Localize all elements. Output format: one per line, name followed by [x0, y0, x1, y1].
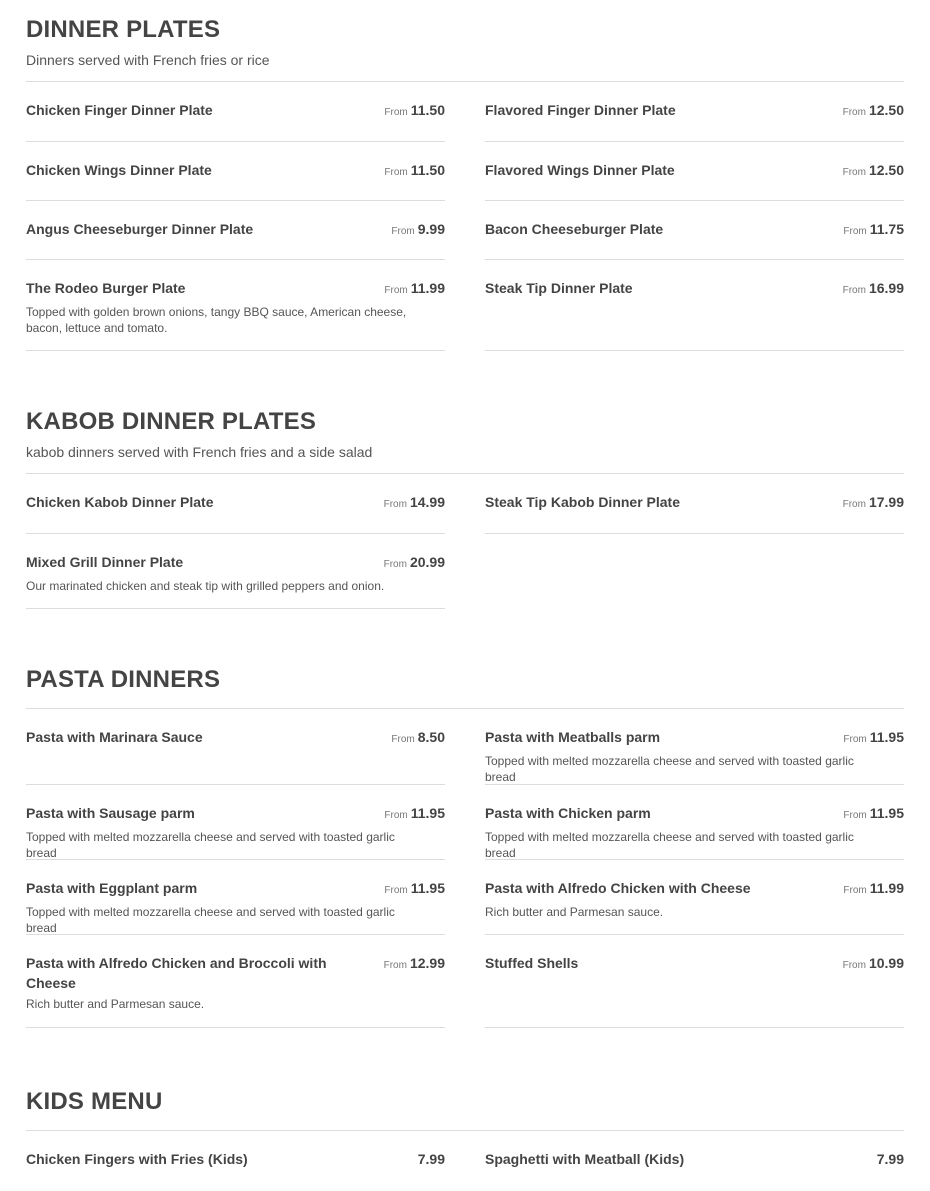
- item-name: Pasta with Alfredo Chicken with Cheese: [485, 880, 751, 896]
- section-kabob-dinner-plates: [26, 408, 904, 609]
- item-name: Pasta with Meatballs parm: [485, 729, 661, 745]
- price-from-label: From: [384, 167, 408, 178]
- item-name: Bacon Cheeseburger Plate: [485, 221, 664, 237]
- menu-item[interactable]: [26, 935, 445, 1028]
- price-amount: 12.50: [868, 102, 904, 118]
- menu-item[interactable]: [26, 1131, 445, 1191]
- item-name: The Rodeo Burger Plate: [26, 280, 186, 296]
- price-from-label: From: [384, 885, 408, 896]
- price-from-label: From: [842, 499, 866, 510]
- menu-item[interactable]: [485, 82, 904, 142]
- item-price: [384, 278, 445, 301]
- item-name: Angus Cheeseburger Dinner Plate: [26, 221, 254, 237]
- price-amount: 11.95: [410, 805, 445, 821]
- item-description: Topped with golden brown onions, tangy BBQ sauce, American cheese, bacon, lettuce and tomato.: [26, 305, 407, 335]
- menu-grid: [26, 82, 904, 351]
- menu-grid: [26, 1131, 904, 1191]
- price-amount: 17.99: [868, 494, 904, 510]
- item-name: Pasta with Marinara Sauce: [26, 729, 203, 745]
- price-amount: 11.95: [410, 880, 445, 896]
- item-description: Rich butter and Parmesan sauce.: [26, 997, 205, 1011]
- item-price: [384, 492, 445, 515]
- price-amount: 20.99: [409, 554, 445, 570]
- item-price: [843, 803, 904, 826]
- item-price: [843, 878, 904, 901]
- price-amount: 12.99: [409, 955, 445, 971]
- price-amount: 10.99: [868, 955, 904, 971]
- menu-item[interactable]: [485, 201, 904, 260]
- menu-item[interactable]: [26, 534, 445, 609]
- item-price: [384, 878, 445, 901]
- price-amount: 8.50: [417, 729, 445, 745]
- section-title: KABOB DINNER PLATES: [26, 408, 317, 435]
- section-pasta-dinners: [26, 666, 904, 1028]
- item-price: [843, 492, 904, 515]
- item-name: Chicken Kabob Dinner Plate: [26, 494, 214, 510]
- price-from-label: From: [391, 226, 415, 237]
- price-from-label: From: [384, 285, 408, 296]
- item-name: Pasta with Eggplant parm: [26, 880, 198, 896]
- section-title: DINNER PLATES: [26, 16, 221, 43]
- item-description: Topped with melted mozzarella cheese and served with toasted garlic bread: [485, 754, 854, 784]
- section-kids-menu: [26, 1088, 904, 1191]
- price-amount: 9.99: [417, 221, 445, 237]
- item-description: Topped with melted mozzarella cheese and served with toasted garlic bread: [26, 905, 395, 935]
- price-amount: 16.99: [868, 280, 904, 296]
- price-from-label: From: [383, 559, 407, 570]
- menu-item[interactable]: [485, 785, 904, 860]
- item-price: [843, 953, 904, 976]
- price-from-label: From: [384, 810, 408, 821]
- menu-item[interactable]: [485, 1131, 904, 1191]
- price-from-label: From: [842, 107, 866, 118]
- menu-item[interactable]: [485, 142, 904, 201]
- price-amount: 11.99: [869, 880, 904, 896]
- price-amount: 11.50: [410, 102, 445, 118]
- item-name: Mixed Grill Dinner Plate: [26, 554, 184, 570]
- price-amount: 11.95: [869, 805, 904, 821]
- item-description: Topped with melted mozzarella cheese and served with toasted garlic bread: [26, 830, 395, 860]
- menu-item[interactable]: [26, 474, 445, 534]
- menu-item[interactable]: [485, 474, 904, 534]
- price-from-label: From: [384, 107, 408, 118]
- item-name: Pasta with Chicken parm: [485, 805, 651, 821]
- item-description: Rich butter and Parmesan sauce.: [485, 905, 664, 919]
- price-amount: 7.99: [417, 1151, 445, 1167]
- section-title: KIDS MENU: [26, 1088, 163, 1115]
- price-from-label: From: [842, 167, 866, 178]
- menu-item[interactable]: [26, 260, 445, 351]
- item-price: [384, 160, 445, 183]
- menu-grid: [26, 474, 904, 609]
- item-name: Spaghetti with Meatball (Kids): [485, 1151, 685, 1167]
- item-name: Steak Tip Kabob Dinner Plate: [485, 494, 681, 510]
- price-from-label: From: [391, 734, 415, 745]
- item-price: [877, 1149, 904, 1170]
- price-from-label: From: [843, 885, 867, 896]
- price-from-label: From: [383, 499, 407, 510]
- item-price: [843, 219, 904, 242]
- section-description: Dinners served with French fries or rice: [26, 52, 270, 68]
- menu-item[interactable]: [26, 82, 445, 142]
- item-name: Flavored Wings Dinner Plate: [485, 162, 675, 178]
- price-from-label: From: [843, 734, 867, 745]
- item-price: [391, 219, 445, 242]
- item-name: Chicken Fingers with Fries (Kids): [26, 1151, 248, 1167]
- item-price: [384, 803, 445, 826]
- price-from-label: From: [843, 810, 867, 821]
- menu-grid: [26, 709, 904, 1028]
- item-name: Stuffed Shells: [485, 955, 579, 971]
- menu-item[interactable]: [485, 260, 904, 351]
- price-from-label: From: [842, 960, 866, 971]
- section-dinner-plates: [26, 16, 904, 351]
- item-name: Pasta with Sausage parm: [26, 805, 195, 821]
- menu-item[interactable]: [26, 142, 445, 201]
- price-from-label: From: [383, 960, 407, 971]
- menu-item[interactable]: [26, 785, 445, 860]
- item-price: [384, 100, 445, 123]
- item-price: [418, 1149, 445, 1170]
- item-name: Steak Tip Dinner Plate: [485, 280, 633, 296]
- menu-item[interactable]: [485, 935, 904, 1028]
- item-price: [843, 160, 904, 183]
- item-description: Topped with melted mozzarella cheese and served with toasted garlic bread: [485, 830, 854, 860]
- price-amount: 11.50: [410, 162, 445, 178]
- section-description: kabob dinners served with French fries and a side salad: [26, 444, 373, 460]
- item-name: Flavored Finger Dinner Plate: [485, 102, 676, 118]
- price-amount: 14.99: [409, 494, 445, 510]
- item-name: Chicken Finger Dinner Plate: [26, 102, 213, 118]
- price-amount: 11.75: [869, 221, 904, 237]
- price-amount: 11.95: [869, 729, 904, 745]
- price-amount: 11.99: [410, 280, 445, 296]
- item-price: [843, 278, 904, 301]
- menu-item[interactable]: [26, 860, 445, 935]
- item-price: [384, 953, 445, 976]
- price-amount: 7.99: [876, 1151, 904, 1167]
- item-price: [843, 100, 904, 123]
- price-from-label: From: [842, 285, 866, 296]
- item-price: [391, 727, 445, 750]
- menu-item[interactable]: [485, 860, 904, 935]
- item-price: [384, 552, 445, 575]
- price-from-label: From: [843, 226, 867, 237]
- menu-item[interactable]: [26, 201, 445, 260]
- menu-item[interactable]: [485, 709, 904, 785]
- item-description: Our marinated chicken and steak tip with grilled peppers and onion.: [26, 579, 385, 593]
- item-name: Chicken Wings Dinner Plate: [26, 162, 212, 178]
- menu-item[interactable]: [26, 709, 445, 785]
- price-amount: 12.50: [868, 162, 904, 178]
- item-name: Pasta with Alfredo Chicken and Broccoli with Cheese: [26, 955, 327, 991]
- item-price: [843, 727, 904, 750]
- section-title: PASTA DINNERS: [26, 666, 221, 693]
